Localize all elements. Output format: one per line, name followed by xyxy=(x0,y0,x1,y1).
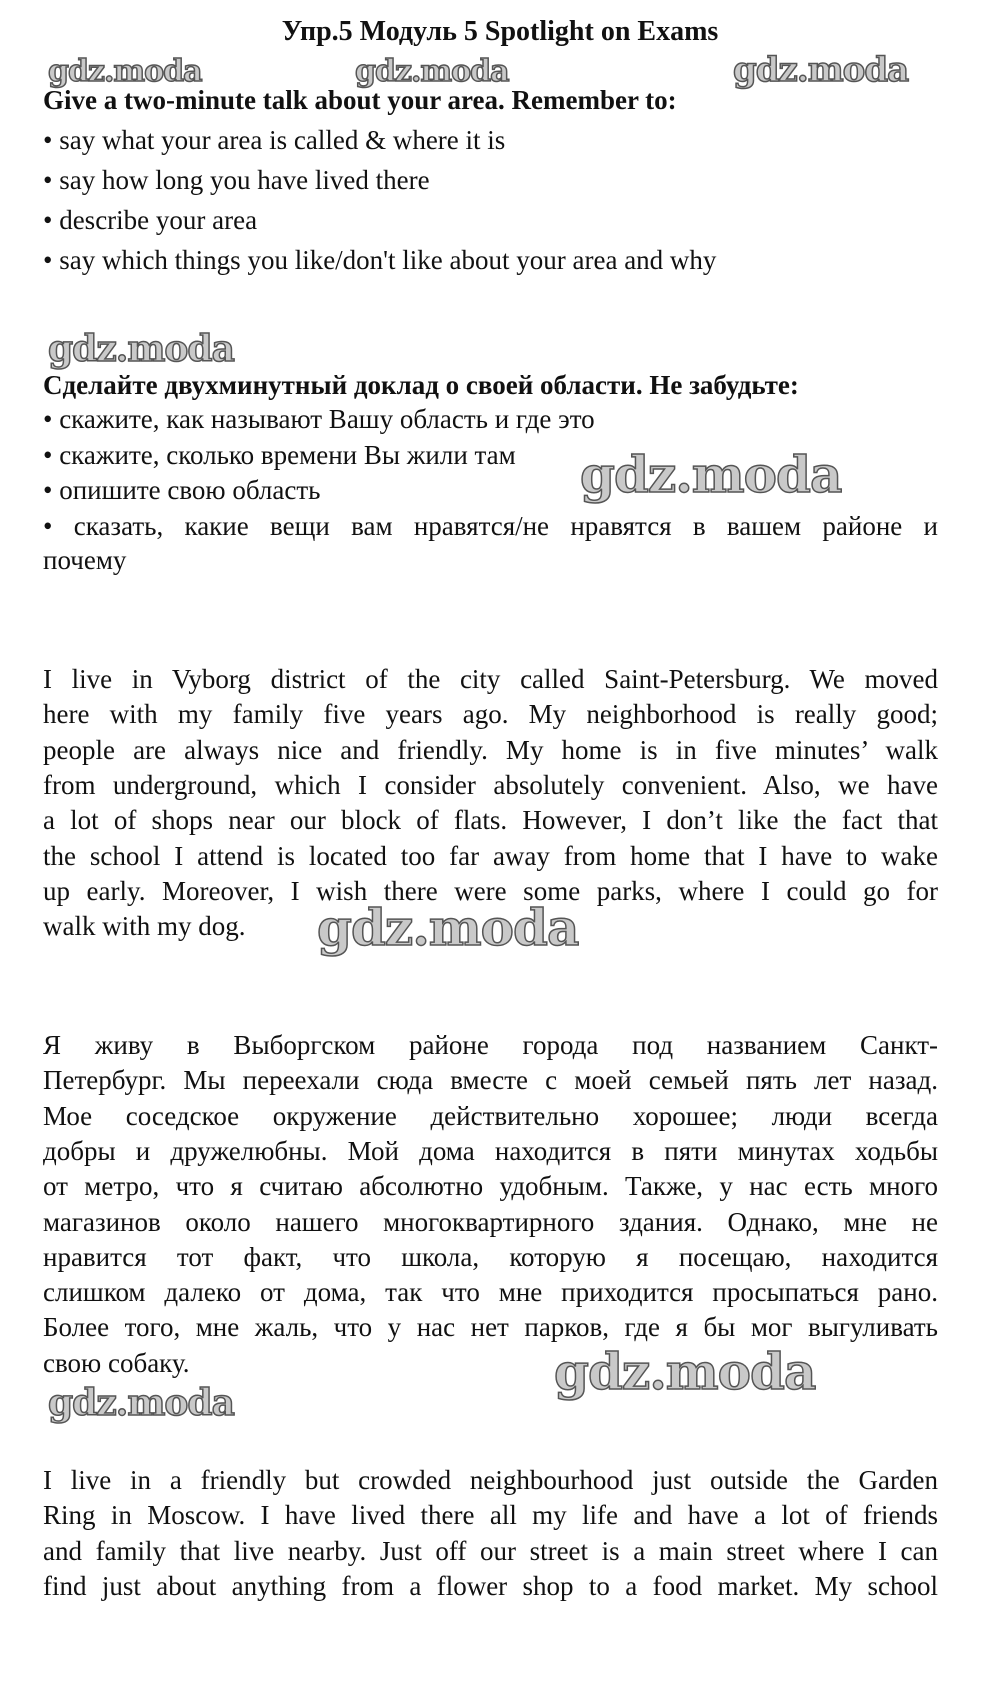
page-title: Упр.5 Модуль 5 Spotlight on Exams xyxy=(281,16,719,47)
paragraph-line: here with my family five years ago. My neighborhood is really good; xyxy=(43,699,938,730)
paragraph-line: Более того, мне жаль, что у нас нет парков, где я бы мог выгуливать xyxy=(43,1312,938,1343)
paragraph-line: the school I attend is located too far away from home that I have to wake xyxy=(43,840,938,871)
paragraph-line: Ring in Moscow. I have lived there all my life and have a lot of friends xyxy=(43,1500,938,1531)
paragraph-line: Мое соседское окружение действительно хорошее; люди всегда xyxy=(43,1100,938,1131)
watermark: gdz.moda xyxy=(48,328,234,370)
task-en-heading: Give a two-minute talk about your area. Remember to: xyxy=(43,85,677,115)
paragraph-line: Петербург. Мы переехали сюда вместе с моей семьей пять лет назад. xyxy=(43,1065,938,1096)
paragraph-line: добры и дружелюбны. Мой дома находится в пяти минутах ходьбы xyxy=(43,1135,938,1166)
watermark: gdz.moda xyxy=(48,54,202,89)
paragraph-line: Я живу в Выборгском районе города под названием Санкт- xyxy=(43,1030,938,1060)
paragraph-line: свою собаку. xyxy=(43,1347,190,1378)
watermark: gdz.moda xyxy=(317,898,579,957)
task-en-bullet: • say what your area is called & where it is xyxy=(43,125,506,155)
task-en-bullet: • say which things you like/don't like about your area and why xyxy=(43,245,717,275)
paragraph-line: a lot of shops near our block of flats. However, I don’t like the fact that xyxy=(43,805,938,836)
task-en-bullet: • say how long you have lived there xyxy=(43,165,430,195)
paragraph-line: слишком далеко от дома, так что мне приходится просыпаться рано. xyxy=(43,1277,938,1308)
paragraph-line: нравится тот факт, что школа, которую я посещаю, находится xyxy=(43,1241,938,1272)
paragraph-line: walk with my dog. xyxy=(43,911,246,942)
task-en-bullet: • describe your area xyxy=(43,205,258,235)
watermark: gdz.moda xyxy=(554,1342,816,1401)
paragraph-line: from underground, which I consider absolutely convenient. Also, we have xyxy=(43,769,938,800)
watermark: gdz.moda xyxy=(580,445,842,504)
task-ru-bullet: • сказать, какие вещи вам нравятся/не нравятся в вашем районе и xyxy=(43,511,938,541)
paragraph-line: от метро, что я считаю абсолютно удобным. Также, у нас есть много xyxy=(43,1171,938,1202)
paragraph-line: find just about anything from a flower shop to a food market. My school xyxy=(43,1570,938,1601)
paragraph-line: магазинов около нашего многоквартирного здания. Однако, мне не xyxy=(43,1206,938,1237)
paragraph-line: up early. Moreover, I wish there were some parks, where I could go for xyxy=(43,875,938,906)
task-ru-bullet: • скажите, сколько времени Вы жили там xyxy=(43,440,516,470)
paragraph-line: I live in a friendly but crowded neighbourhood just outside the Garden xyxy=(43,1465,938,1495)
paragraph-line: and family that live nearby. Just off our street is a main street where I can xyxy=(43,1535,938,1566)
paragraph-line: people are always nice and friendly. My home is in five minutes’ walk xyxy=(43,734,938,765)
watermark: gdz.moda xyxy=(733,50,909,90)
watermark: gdz.moda xyxy=(355,54,509,89)
task-ru-bullet: • скажите, как называют Вашу область и где это xyxy=(43,404,595,434)
task-ru-bullet: почему xyxy=(43,545,127,575)
watermark: gdz.moda xyxy=(48,1382,234,1424)
task-ru-bullet: • опишите свою область xyxy=(43,475,321,505)
task-ru-heading: Сделайте двухминутный доклад о своей области. Не забудьте: xyxy=(43,370,799,400)
paragraph-line: I live in Vyborg district of the city called Saint-Petersburg. We moved xyxy=(43,664,938,694)
